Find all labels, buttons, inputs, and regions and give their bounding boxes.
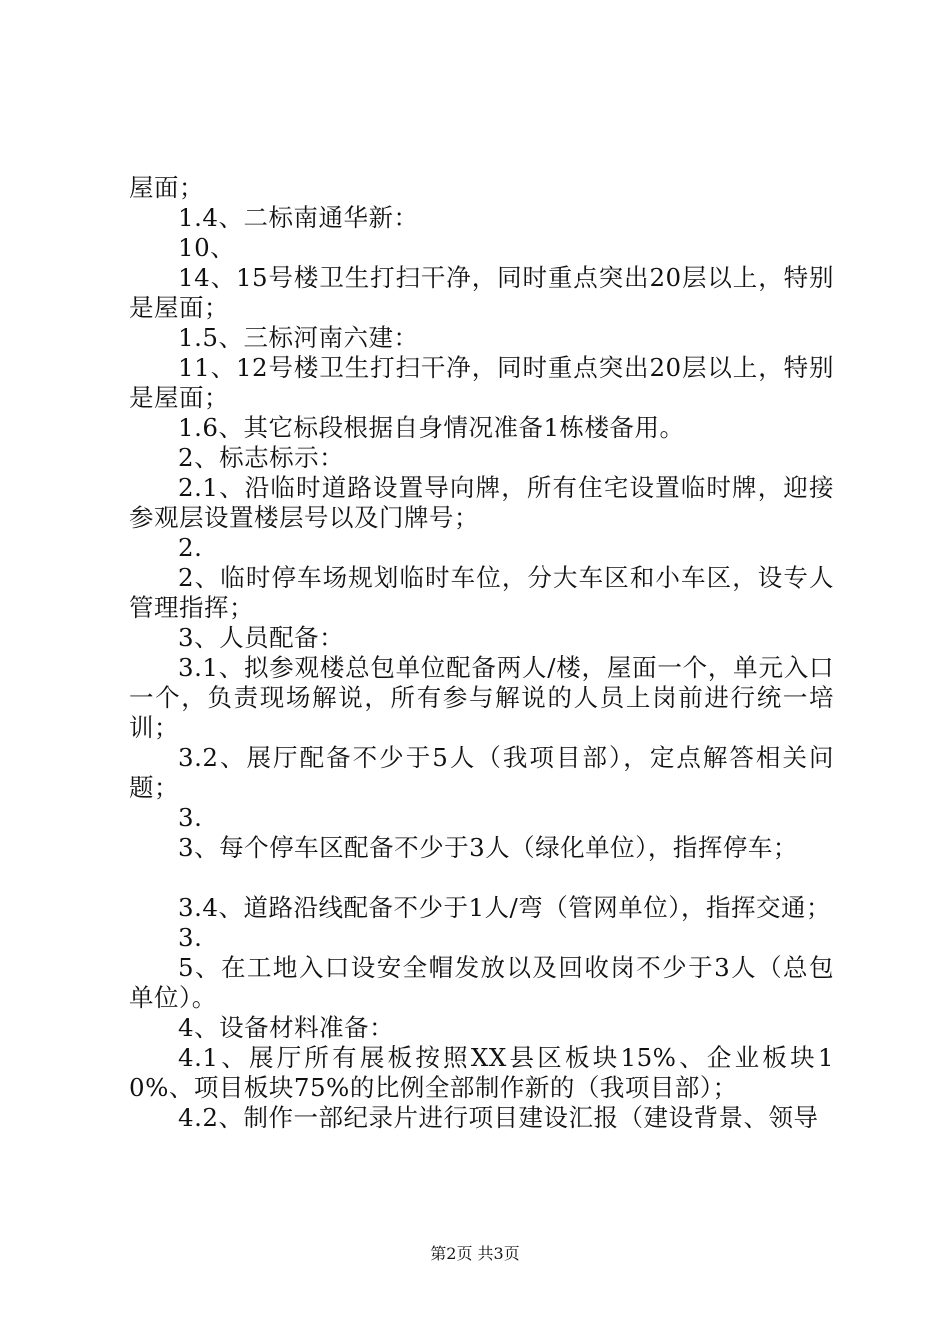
paragraph: 3. xyxy=(178,923,203,952)
blank-line xyxy=(129,863,834,893)
paragraph: 4、设备材料准备： xyxy=(178,1013,395,1042)
paragraph: 屋面； xyxy=(129,173,204,202)
paragraph: 3.2、展厅配备不少于5人（我项目部），定点解答相关问题； xyxy=(129,743,834,802)
paragraph: 4.1、展厅所有展板按照XX县区板块15%、企业板块10%、项目板块75%的比例全部制作新的（我项目部）； xyxy=(129,1043,834,1102)
paragraph: 14、15号楼卫生打扫干净，同时重点突出20层以上，特别是屋面； xyxy=(129,263,834,322)
page-footer: 第2页 共3页 xyxy=(430,1244,520,1263)
paragraph: 2. xyxy=(178,533,203,562)
paragraph: 2、临时停车场规划临时车位，分大车区和小车区，设专人管理指挥； xyxy=(129,563,834,622)
paragraph: 2.1、沿临时道路设置导向牌，所有住宅设置临时牌，迎接参观层设置楼层号以及门牌号； xyxy=(129,473,834,532)
paragraph: 3.4、道路沿线配备不少于1人/弯（管网单位），指挥交通； xyxy=(178,893,832,922)
paragraph: 10、 xyxy=(178,233,236,262)
paragraph: 5、在工地入口设安全帽发放以及回收岗不少于3人（总包单位）。 xyxy=(129,953,834,1012)
document-body xyxy=(129,173,834,1133)
paragraph: 3、每个停车区配备不少于3人（绿化单位），指挥停车； xyxy=(178,833,798,862)
paragraph: 3、人员配备： xyxy=(178,623,345,652)
paragraph: 1.5、三标河南六建： xyxy=(178,323,419,352)
paragraph: 3. xyxy=(178,803,203,832)
paragraph: 11、12号楼卫生打扫干净，同时重点突出20层以上，特别是屋面； xyxy=(129,353,834,412)
paragraph: 1.4、二标南通华新： xyxy=(178,203,419,232)
paragraph: 1.6、其它标段根据自身情况准备1栋楼备用。 xyxy=(178,413,685,442)
paragraph: 4.2、制作一部纪录片进行项目建设汇报（建设背景、领导 xyxy=(178,1103,819,1132)
paragraph: 2、标志标示： xyxy=(178,443,345,472)
paragraph: 3.1、拟参观楼总包单位配备两人/楼，屋面一个，单元入口一个，负责现场解说，所有参与解说的人员上岗前进行统一培训； xyxy=(129,653,834,742)
